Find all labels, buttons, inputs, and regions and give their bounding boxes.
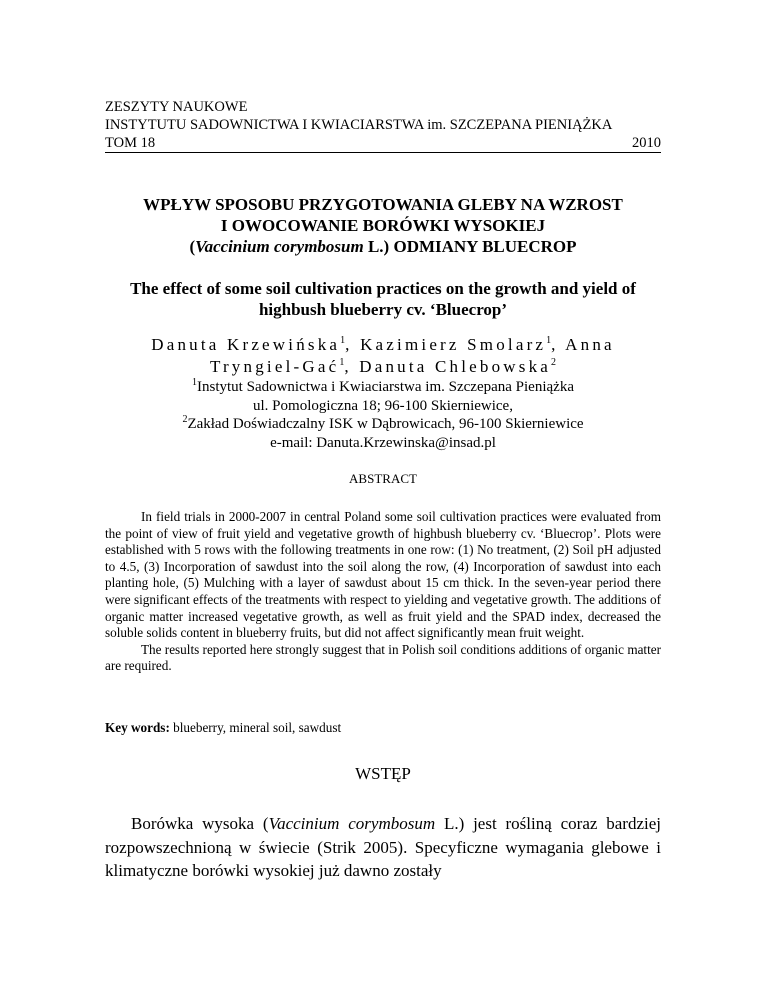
section-heading-introduction: WSTĘP (355, 764, 411, 783)
english-title-line-1: The effect of some soil cultivation practices on the growth and yield of (130, 279, 636, 298)
author-list (105, 334, 661, 378)
keywords-list: blueberry, mineral soil, sawdust (169, 720, 342, 735)
author-separator: , (345, 335, 361, 354)
author-separator: , (551, 335, 566, 354)
affiliation-2 (105, 415, 661, 434)
author-2-affiliation: 1 (546, 335, 552, 346)
affiliation-1-address: ul. Pomologiczna 18; 96-100 Skierniewice, (253, 397, 513, 414)
journal-header (105, 98, 661, 152)
keywords-label: Key words: (105, 720, 170, 735)
author-2: Kazimierz Smolarz (360, 335, 547, 354)
header-divider (105, 152, 661, 153)
english-title-line-2: highbush blueberry cv. ‘Bluecrop’ (258, 300, 508, 319)
author-separator: , (344, 357, 360, 376)
english-title (105, 278, 661, 320)
latin-species-name: Vaccinium corymbosum (195, 237, 364, 256)
author-4: Danuta Chlebowska (359, 357, 552, 376)
author-1-affiliation: 1 (340, 335, 346, 346)
polish-title-line-1: WPŁYW SPOSOBU PRZYGOTOWANIA GLEBY NA WZROST (143, 195, 623, 214)
affiliation-2-marker: 2 (182, 414, 188, 425)
affiliation-1-marker: 1 (192, 377, 198, 388)
contact-email: e-mail: Danuta.Krzewinska@insad.pl (270, 434, 496, 451)
author-4-affiliation: 2 (551, 357, 557, 368)
keywords (105, 720, 661, 736)
author-3-affiliation: 1 (339, 357, 345, 368)
author-3: Anna Tryngiel-Gać (209, 335, 615, 376)
abstract-paragraph-2: The results reported here strongly suggest that in Polish soil conditions additions of organic matter are required. (105, 641, 661, 674)
volume-row (105, 134, 661, 152)
intro-text-rest: L.) jest rośliną coraz bardziej rozpowszechnioną w świecie (Strik 2005). Specyficzne wymagania glebowe i klimatyczne borówki wysokiej już dawno zostały (105, 814, 661, 880)
volume-number: TOM 18 (105, 135, 156, 151)
polish-title-line-2: I OWOCOWANIE BORÓWKI WYSOKIEJ (220, 216, 546, 235)
intro-latin-name: Vaccinium corymbosum (268, 814, 436, 833)
abstract-body (105, 509, 661, 675)
affiliation-2-name: Zakład Doświadczalny ISK w Dąbrowicach, 96-100 Skierniewice (187, 416, 584, 432)
journal-name: ZESZYTY NAUKOWE (105, 99, 248, 115)
publication-year: 2010 (632, 135, 661, 151)
institute-name: INSTYTUTU SADOWNICTWA I KWIACIARSTWA im. SZCZEPANA PIENIĄŻKA (105, 117, 613, 133)
author-1: Danuta Krzewińska (151, 335, 341, 354)
introduction-paragraph (105, 812, 661, 883)
affiliation-1 (105, 378, 661, 397)
intro-text-start: Borówka wysoka ( (131, 814, 269, 833)
affiliations (105, 378, 661, 452)
affiliation-1-name: Instytut Sadownictwa i Kwiaciarstwa im. Szczepana Pieniążka (197, 379, 574, 395)
introduction-body (105, 812, 661, 883)
polish-title-line-3 (105, 236, 661, 257)
polish-title (105, 194, 661, 257)
abstract-paragraph-1: In field trials in 2000-2007 in central Poland some soil cultivation practices were evaluated from the point of view of fruit yield and vegetative growth of highbush blueberry cv. ‘Bluecrop’. Plots were established with 5 rows with the following treatments in one row: (1) No treatment, (2) Soil pH adjusted to 4.5, (3) Incorporation of sawdust into the soil along the row, (4) Incorporation of sawdust into each planting hole, (5) Mulching with a layer of sawdust about 15 cm thick. In the seven-year period there were significant effects of the treatments with respect to yielding and vegetative growth. The additions of organic matter increased vegetative growth, as well as fruit yield and the SPAD index, decreased the soluble solids content in blueberry fruits, but did not affect significantly mean fruit weight. (105, 509, 661, 641)
title-paren: ( (189, 237, 196, 256)
title-cultivar: L.) ODMIANY BLUECROP (363, 237, 577, 256)
abstract-heading: ABSTRACT (349, 471, 417, 486)
